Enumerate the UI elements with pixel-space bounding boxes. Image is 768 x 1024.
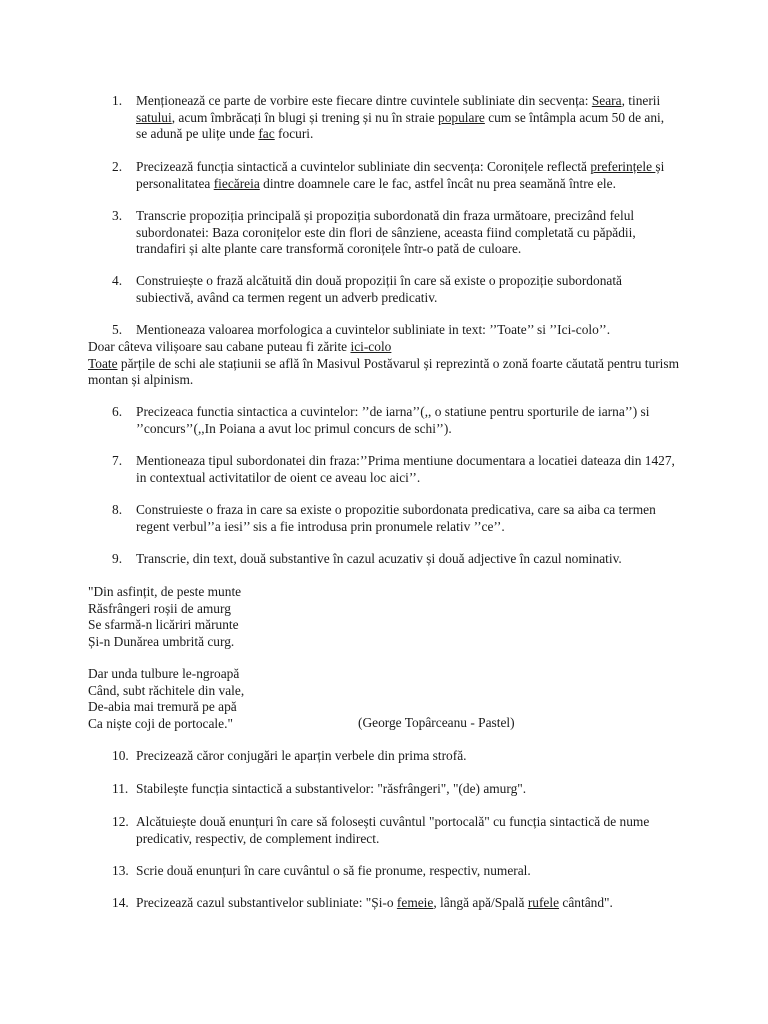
question-number: 11. — [112, 781, 129, 796]
question-7 — [112, 453, 678, 486]
question-number: 9. — [112, 551, 123, 566]
underlined-word: satului — [136, 109, 172, 125]
underlined-word: femeie — [396, 895, 434, 910]
question-4 — [112, 273, 678, 306]
question-3 — [112, 208, 678, 258]
excerpt-text: părțile de schi ale stațiunii se află în Masivul Postăvarul și reprezintă o zonă foarte căutată pentru turism montan și alpinism. — [88, 355, 680, 387]
underlined-word: fiecăreia — [213, 175, 260, 191]
poem-stanza-2 — [88, 666, 244, 732]
question-13 — [112, 863, 678, 880]
question-1 — [112, 93, 678, 143]
poem-line: "Din asfințit, de peste munte — [88, 584, 242, 599]
question-11 — [112, 781, 678, 798]
question-6 — [112, 404, 678, 437]
question-number: 3. — [112, 208, 123, 223]
poem-line: De-abia mai tremură pe apă — [88, 699, 237, 714]
question-text: Precizează căror conjugări le aparțin verbele din prima strofă. — [136, 748, 467, 763]
poem-stanza-1 — [88, 584, 241, 650]
question-text: Transcrie, din text, două substantive în cazul acuzativ și două adjective în cazul nominativ. — [136, 551, 622, 566]
question-text: Construieste o fraza in care sa existe o propozitie subordonata predicativa, care sa aiba ca termen regent verbul’’a iesi’’ sis a fie introdusa prin pronumele relativ ’’ce’’. — [136, 502, 656, 534]
poem-line: Se sfarmă-n licăriri mărunte — [88, 617, 239, 632]
text-segment: dintre doamnele care le fac, astfel încât nu prea seamănă între ele. — [259, 175, 616, 191]
poem-line: Ca niște coji de portocale." — [88, 715, 233, 731]
poem-line: Când, subt răchitele din vale, — [88, 682, 245, 698]
question-5 — [112, 322, 678, 339]
question-text: Transcrie propoziția principală și propoziția subordonată din fraza următoare, precizând felul subordonatei: Baza coronițelor este din flori de sânziene, aceasta fiind completată cu păpădii, trandafiri și alte plante care transformă coronițele într-o pată de culoare. — [136, 208, 636, 256]
question-text: Alcătuiește două enunțuri în care să folosești cuvântul "portocală" cu funcția sintactică de nume predicativ, respectiv, de complement indirect. — [136, 814, 650, 846]
question-number: 13. — [112, 863, 129, 878]
question-number: 10. — [112, 748, 129, 763]
poem-line: Dar unda tulbure le-ngroapă — [88, 666, 240, 681]
question-number: 1. — [112, 93, 123, 108]
question-text — [136, 895, 678, 912]
question-number: 4. — [112, 273, 123, 288]
text-segment: Precizează funcția sintactică a cuvintelor subliniate din secvența: Coronițele reflectă — [136, 159, 591, 174]
text-segment: , acum îmbrăcați în blugi și trening și nu în straie — [171, 109, 438, 125]
question-2 — [112, 159, 678, 192]
poem-line: Răsfrângeri roșii de amurg — [88, 600, 231, 616]
underlined-word: fac — [258, 126, 275, 141]
question-12 — [112, 814, 678, 847]
question-10 — [112, 748, 678, 765]
poem-line: Și-n Dunărea umbrită curg. — [88, 633, 235, 649]
text-segment: și personalitatea — [136, 159, 665, 191]
question-number: 6. — [112, 404, 123, 419]
underlined-word: Toate — [88, 355, 118, 371]
question-text: Construiește o frază alcătuită din două propoziții în care să existe o propoziție subordonată subiectivă, având ca termen regent un adverb predicativ. — [136, 273, 622, 305]
question-5-excerpt — [88, 339, 688, 389]
underlined-word: Seara — [591, 93, 622, 108]
question-number: 8. — [112, 502, 123, 517]
text-segment: , tinerii — [621, 93, 661, 108]
question-number: 5. — [112, 322, 123, 337]
question-text: Scrie două enunțuri în care cuvântul o să fie pronume, respectiv, numeral. — [136, 863, 531, 878]
text-segment: cântând". — [559, 895, 613, 910]
question-text — [136, 159, 678, 192]
question-text: Mentioneaza valoarea morfologica a cuvintelor subliniate in text: ’’Toate’’ si ’’Ici-colo’’. — [136, 322, 611, 337]
excerpt-text: Doar câteva vilișoare sau cabane puteau fi zărite — [88, 339, 351, 354]
question-text: Precizeaca functia sintactica a cuvintelor: ’’de iarna’’(,, o statiune pentru sporturile de iarna’’) si ’’concurs’’(,,In Poiana a avut loc primul concurs de schi’’). — [136, 404, 650, 436]
question-text: Mentioneaza tipul subordonatei din fraza:’’Prima mentiune documentara a locatiei dateaza din 1427, in contextual activitatilor de oient ce aveau loc aici’’. — [136, 453, 675, 485]
question-text: Stabilește funcția sintactică a substantivelor: "răsfrângeri", "(de) amurg". — [136, 781, 527, 796]
question-number: 7. — [112, 453, 123, 468]
question-number: 12. — [112, 814, 129, 829]
underlined-word: preferințele — [590, 159, 656, 174]
question-14 — [112, 895, 678, 912]
text-segment: cum se întâmpla acum 50 de ani, se adună pe ulițe unde — [136, 109, 665, 141]
underlined-word: ici-colo — [350, 339, 392, 354]
question-text — [136, 93, 678, 143]
text-segment: focuri. — [274, 126, 314, 141]
underlined-word: rufele — [527, 895, 560, 910]
text-segment: Menționează ce parte de vorbire este fiecare dintre cuvintele subliniate din secvența: — [136, 93, 592, 108]
question-8 — [112, 502, 678, 535]
text-segment: Precizează cazul substantivelor subliniate: "Și-o — [136, 895, 397, 910]
underlined-word: populare — [438, 109, 485, 125]
text-segment: , lângă apă/Spală — [433, 895, 528, 910]
question-9 — [112, 551, 678, 568]
poem-attribution: (George Topârceanu - Pastel) — [358, 715, 515, 730]
question-number: 2. — [112, 159, 123, 174]
question-number: 14. — [112, 895, 129, 910]
